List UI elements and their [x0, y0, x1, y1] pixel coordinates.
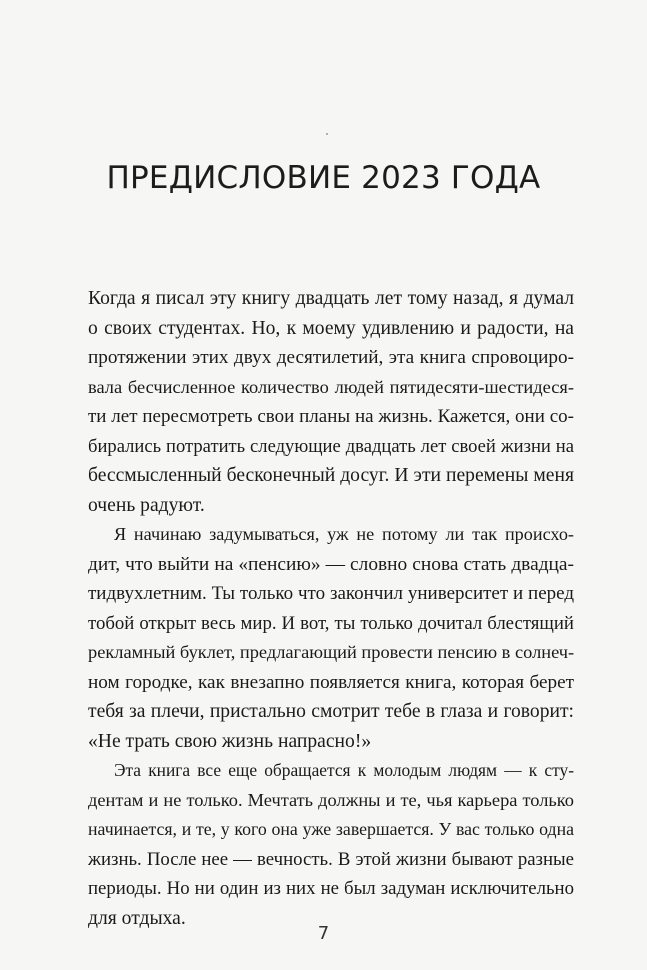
text-line: Я начинаю задумываться, уж не потому ли так происхо- — [114, 524, 574, 544]
body-text — [88, 284, 574, 933]
text-line: ти лет пересмотреть свои планы на жизнь. Кажется, они со- — [88, 406, 574, 427]
text-line: бессмысленный бесконечный досуг. И эти перемены меня — [88, 465, 574, 486]
text-line: вала бесчисленное количество людей пятидесяти-шестидеся- — [88, 376, 574, 397]
text-line: бирались потратить следующие двадцать лет своей жизни на — [88, 435, 574, 457]
print-speck — [326, 133, 328, 135]
text-line: жизнь. После нее — вечность. В этой жизни бывают разные — [88, 848, 574, 870]
text-line: тобой открыт весь мир. И вот, ты только дочитал блестящий — [88, 612, 574, 634]
text-line: начинается, и те, у кого она уже завершается. У вас только одна — [88, 819, 574, 839]
text-line: для отдыха. — [88, 907, 186, 929]
text-line: о своих студентах. Но, к моему удивлению и радости, на — [88, 317, 574, 339]
text-line: ном городке, как внезапно появляется книга, которая берет — [88, 671, 574, 693]
text-line: дентам и не только. Мечтать должны и те, чья карьера только — [88, 789, 574, 810]
text-line: периоды. Но ни один из них не был задуман исключительно — [88, 878, 574, 899]
chapter-heading: ПРЕДИСЛОВИЕ 2023 ГОДА — [106, 160, 541, 196]
text-line: «Не трать свою жизнь напрасно!» — [88, 730, 372, 752]
text-line: тебя за плечи, пристально смотрит тебе в глаза и говорит: — [88, 701, 574, 722]
text-line: протяжении этих двух десятилетий, эта книга спровоциро- — [88, 347, 574, 368]
text-line: Когда я писал эту книгу двадцать лет тому назад, я думал — [88, 288, 574, 309]
text-line: рекламный буклет, предлагающий провести пенсию в солнеч- — [88, 642, 575, 662]
paragraph-1 — [88, 284, 574, 520]
text-line: тидвухлетним. Ты только что закончил университет и перед — [88, 583, 574, 604]
text-line: Эта книга все еще обращается к молодым людям — к сту- — [114, 760, 574, 780]
paragraph-3 — [88, 756, 574, 933]
text-line: очень радуют. — [88, 494, 205, 516]
text-line: дит, что выйти на «пенсию» — словно снова стать двадца- — [88, 553, 574, 575]
page-number: 7 — [317, 923, 330, 944]
paragraph-2 — [88, 520, 574, 756]
